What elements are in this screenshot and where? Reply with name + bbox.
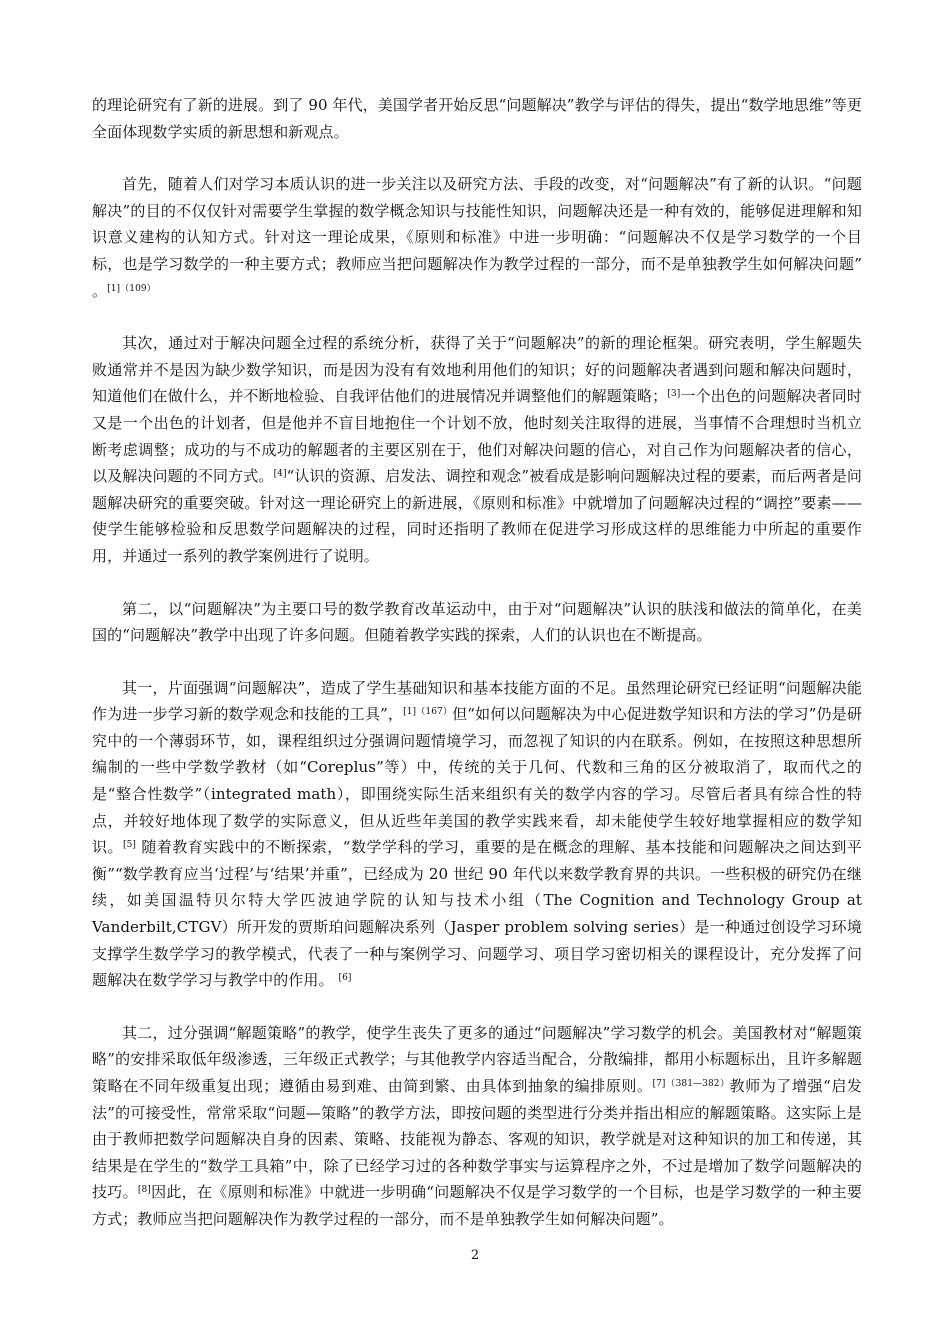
text-run: 随着教育实践中的不断探索，“数学学科的学习，重要的是在概念的理解、基本技能和问题解决之间达到平衡”“数学教育应当‘过程’与‘结果’并重”，已经成为 20 世纪 90 年代以来数学教育界的共识。一些积极的研究仍在继续，如美国温特贝尔特大学匹波迪学院的认知与技术小组（The Cognition and Technology Group at Vanderbilt,CTGV）所开发的贾斯珀问题解决系列（Jasper problem solving series）是一种通过创设学习环境支撑学生数学学习的教学模式，代表了一种与案例学习、问题学习、项目学习密切相关的课程设计，充分发挥了问题解决在数学学习与教学中的作用。 (92, 838, 862, 990)
citation-marker: [1]（109） (107, 283, 156, 294)
text-run: 教师为了增强“启发法”的可接受性，常常采取“问题—策略”的教学方法，即按问题的类型进行分类并指出相应的解题策略。这实际上是由于教师把数学问题解决自身的因素、策略、技能视为静态、客观的知识，教学就是对这种知识的加工和传递，其结果是在学生的“数学工具箱”中，除了已经学习过的各种数学事实与运算程序之外，不过是增加了数学问题解决的技巧。 (92, 1077, 862, 1202)
text-run: 但“如何以问题解决为中心促进数学知识和方法的学习”仍是研究中的一个薄弱环节，如，课程组织过分强调问题情境学习，而忽视了知识的内在联系。例如，在按照这种思想所编制的一些中学数学教材（如“Coreplus”等）中，传统的关于几何、代数和三角的区分被取消了，取而代之的是“整合性数学”（integrated math），即围绕实际生活来组织有关的数学内容的学习。尽管后者具有综合性的特点，并较好地体现了数学的实际意义，但从近些年美国的教学实践来看，却未能使学生较好地掌握相应的数学知识。 (92, 705, 862, 857)
paragraph-6 (92, 1020, 862, 1233)
citation-marker: [7]（381—382） (652, 1079, 730, 1089)
text-run: 因此，在《原则和标准》中就进一步明确“问题解决不仅是学习数学的一个目标，也是学习数学的一种主要方式；教师应当把问题解决作为教学过程的一部分，而不是单独教学生如何解决问题”。 (92, 1183, 862, 1228)
text-run: 其次，通过对于解决问题全过程的系统分析，获得了关于“问题解决”的新的理论框架。研究表明，学生解题失败通常并不是因为缺少数学知识，而是因为没有有效地利用他们的知识；好的问题解决者遇到问题和解决问题时，知道他们在做什么，并不断地检验、自我评估他们的进展情况并调整他们的解题策略； (92, 334, 862, 406)
text-run: 其一，片面强调“问题解决”，造成了学生基础知识和基本技能方面的不足。虽然理论研究已经证明“问题解决能作为进一步学习新的数学观念和技能的工具”， (92, 678, 862, 724)
page-number: 2 (470, 1248, 480, 1263)
paragraph-3 (92, 330, 862, 569)
paragraph-2 (92, 171, 862, 304)
text-run: 第二，以“问题解决”为主要口号的数学教育改革运动中，由于对“问题解决”认识的肤浅和做法的简单化，在美国的“问题解决”教学中出现了许多问题。但随着教学实践的探索，人们的认识也在不断提高。 (92, 599, 862, 645)
text-run: “认识的资源、启发法、调控和观念”被看成是影响问题解决过程的要素，而后两者是问题解决研究的重要突破。针对这一理论研究上的新进展，《原则和标准》中就增加了问题解决过程的“调控”要素——使学生能够检验和反思数学问题解决的过程，同时还指明了教师在促进学习形成这样的思维能力中所起的重要作用，并通过一系列的教学案例进行了说明。 (92, 467, 862, 565)
citation-marker: [6] (338, 973, 352, 984)
paragraph-4 (92, 596, 862, 649)
text-run: 的理论研究有了新的进展。到了 90 年代，美国学者开始反思“问题解决”教学与评估的得失，提出“数学地思维”等更全面体现数学实质的新思想和新观点。 (92, 96, 862, 141)
text-run: 其二，过分强调“解题策略”的教学，使学生丧失了更多的通过“问题解决”学习数学的机会。美国教材对“解题策略”的安排采取低年级渗透，三年级正式教学；与其他教学内容适当配合，分散编排，都用小标题标出，且许多解题策略在不同年级重复出现；遵循由易到难、由简到繁、由具体到抽象的编排原则。 (92, 1023, 862, 1095)
citation-marker: [5] (123, 840, 137, 851)
text-run: 一个出色的问题解决者同时又是一个出色的计划者，但是他并不盲目地抱住一个计划不放，他时刻关注取得的进展，当事情不合理想时当机立断考虑调整；成功的与不成功的解题者的主要区别在于，他们对解决问题的信心，对自己作为问题解决者的信心，以及解决问题的不同方式。 (92, 387, 863, 486)
paragraph-5 (92, 675, 862, 994)
citation-marker: [8] (137, 1185, 151, 1196)
citation-marker: [1]（167） (403, 707, 453, 718)
document-body (92, 92, 862, 1233)
citation-marker: [3] (667, 389, 681, 400)
paragraph-1 (92, 92, 862, 145)
citation-marker: [4] (273, 469, 287, 480)
text-run: 首先，随着人们对学习本质认识的进一步关注以及研究方法、手段的改变，对“问题解决”有了新的认识。“问题解决”的目的不仅仅针对需要学生掌握的数学概念知识与技能性知识，问题解决还是一种有效的，能够促进理解和知识意义建构的认知方式。针对这一理论成果，《原则和标准》中进一步明确：“问题解决不仅是学习数学的一个目标，也是学习数学的一种主要方式；教师应当把问题解决作为教学过程的一部分，而不是单独教学生如何解决问题” 。 (92, 175, 862, 300)
